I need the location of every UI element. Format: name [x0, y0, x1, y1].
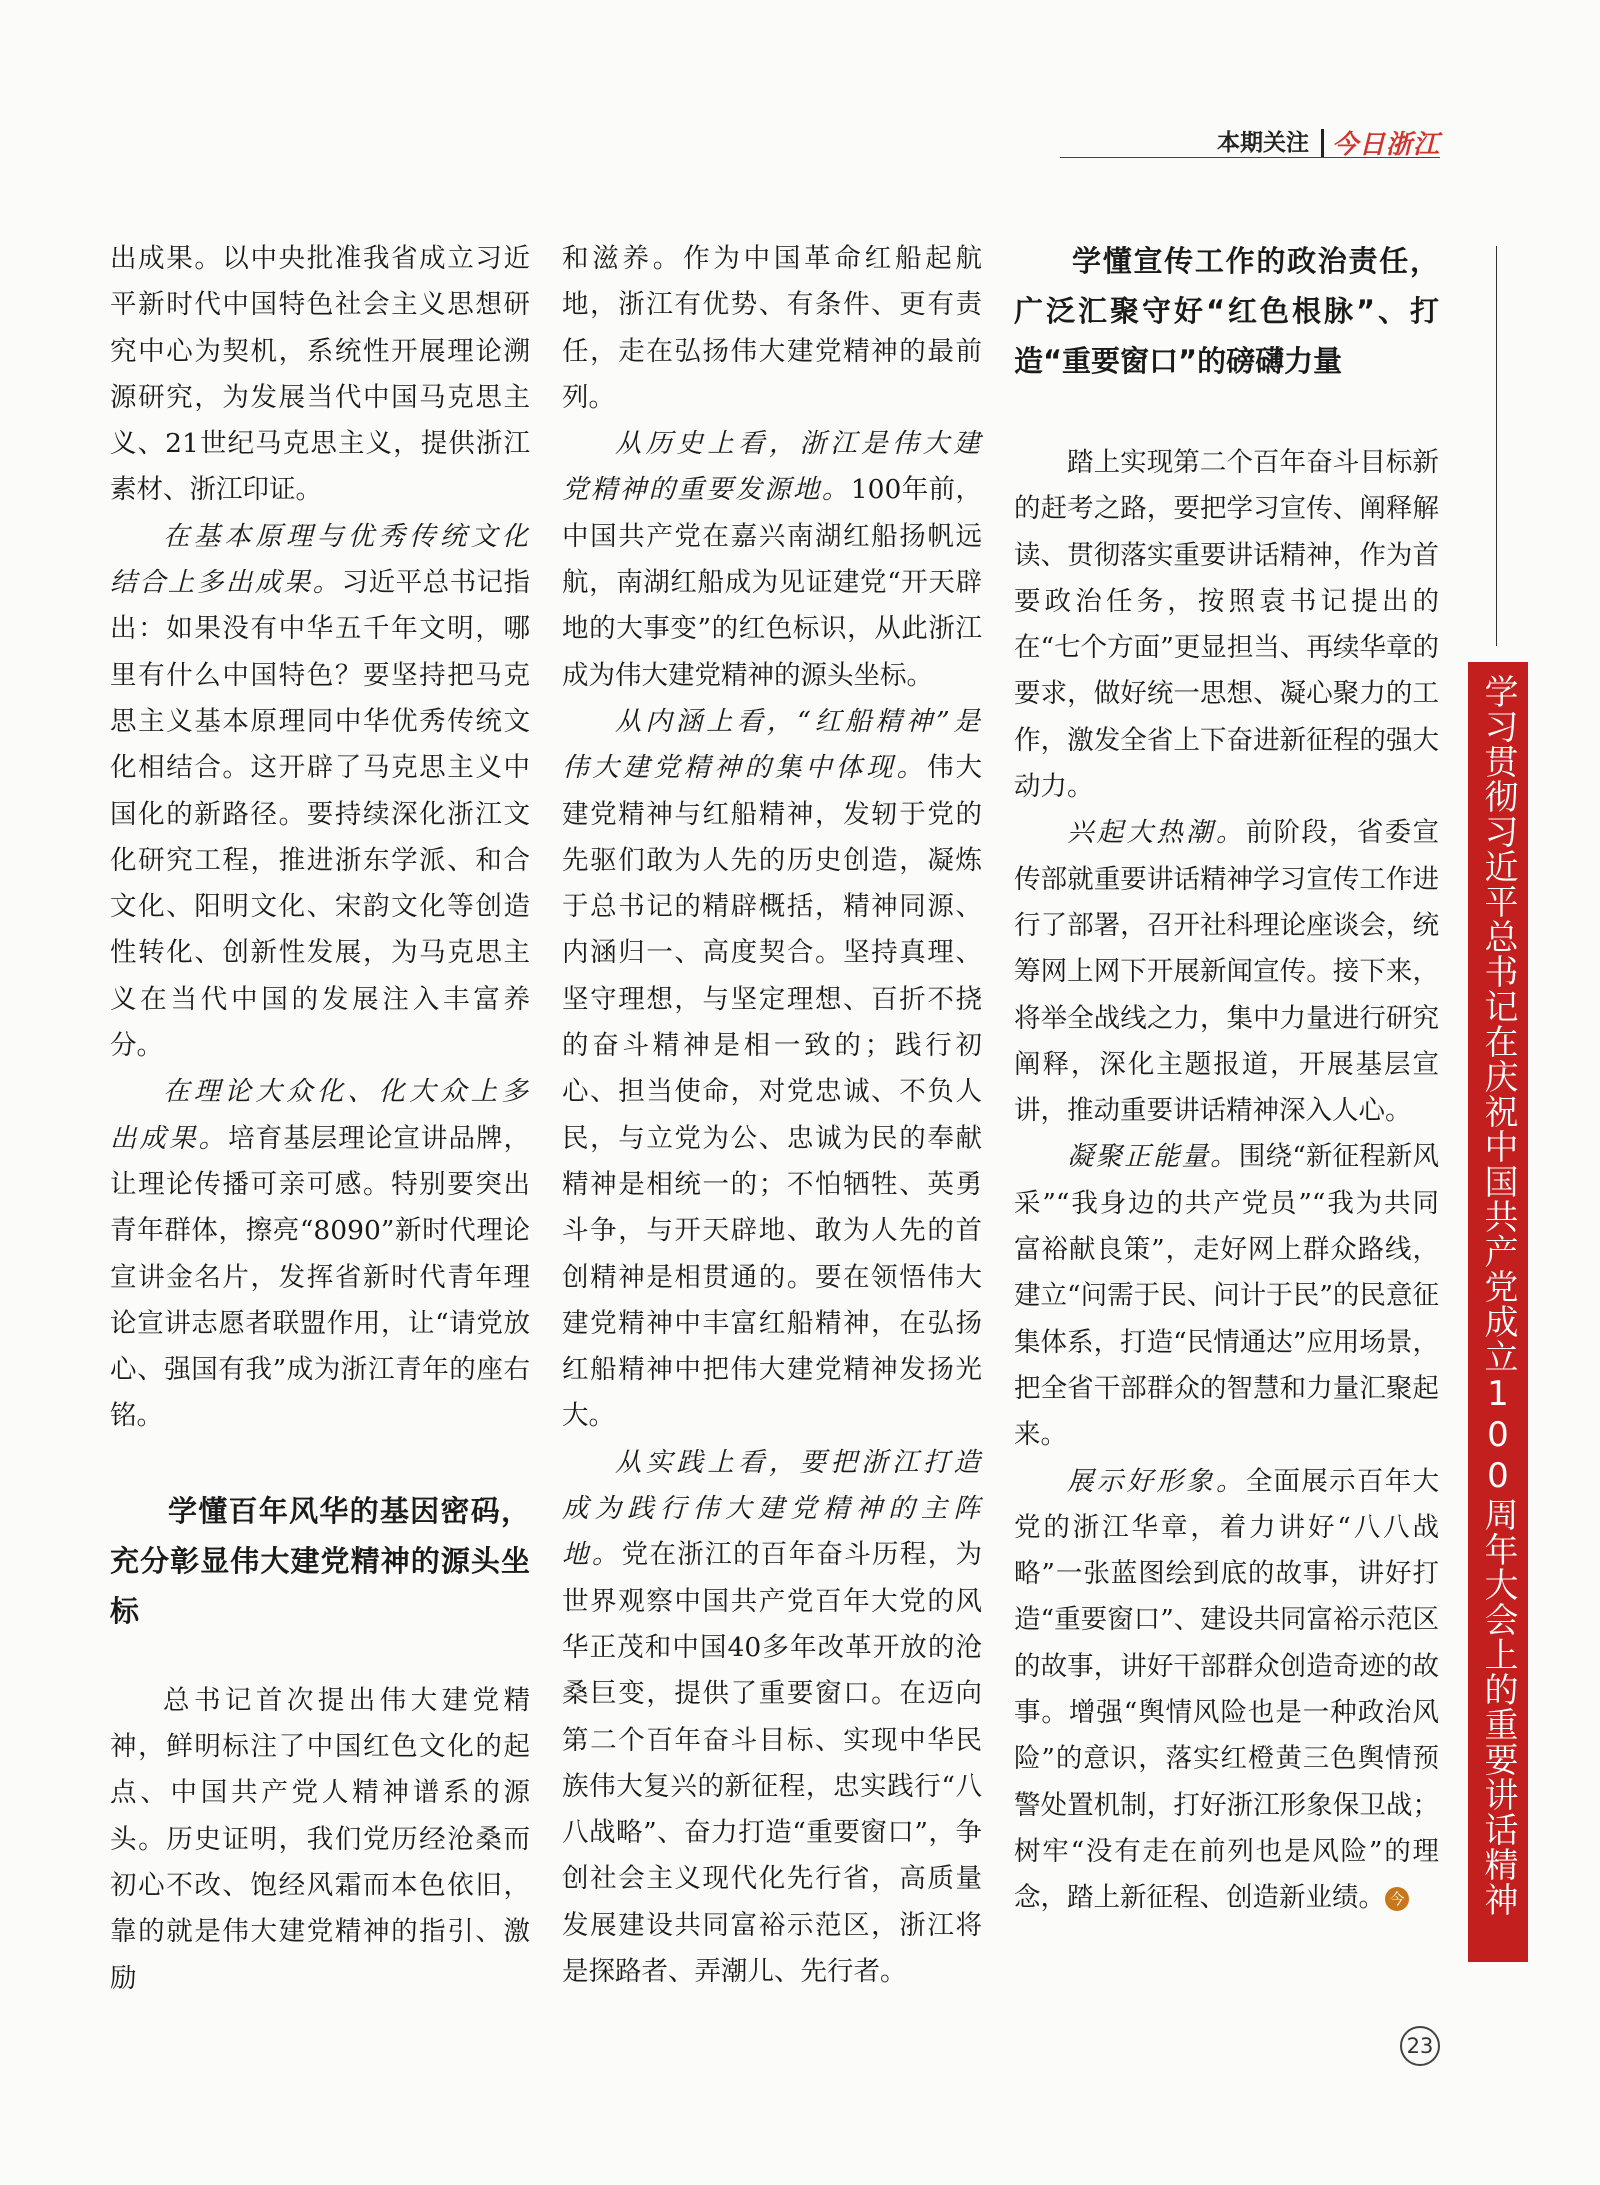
paragraph: [1014, 1459, 1439, 1922]
section-label: 本期关注: [1217, 129, 1324, 157]
paragraph: [110, 1069, 530, 1439]
paragraph-body: 前阶段，省委宣传部就重要讲话精神学习宣传工作进行了部署，召开社科理论座谈会，统筹网上网下开展新闻宣传。接下来，将举全战线之力，集中力量进行研究阐释，深化主题报道，开展基层宣讲，推动重要讲话精神深入人心。: [1014, 817, 1439, 1127]
paragraph-lead: 凝聚正能量。: [1067, 1141, 1239, 1173]
paragraph: 出成果。以中央批准我省成立习近平新时代中国特色社会主义思想研究中心为契机，系统性开展理论溯源研究，为发展当代中国马克思主义、21世纪马克思主义，提供浙江素材、浙江印证。: [110, 243, 530, 506]
section-heading: 学懂百年风华的基因密码，充分彰显伟大建党精神的源头坐标: [110, 1493, 530, 1628]
paragraph: 踏上实现第二个百年奋斗目标新的赶考之路，要把学习宣传、阐释解读、贯彻落实重要讲话精神，作为首要政治任务，按照袁书记提出的在“七个方面”更显担当、再续华章的要求，做好统一思想、凝心聚力的工作，激发全省上下奋进新征程的强大动力。: [1014, 447, 1439, 803]
paragraph-body: 100年前，中国共产党在嘉兴南湖红船扬帆远航，南湖红船成为见证建党“开天辟地的大事变”的红色标识，从此浙江成为伟大建党精神的源头坐标。: [562, 474, 982, 691]
side-rule: [1496, 246, 1497, 646]
paragraph-body: 伟大建党精神与红船精神，发轫于党的先驱们敢为人先的历史创造，凝炼于总书记的精辟概括，精神同源、内涵归一、高度契合。坚持真理、坚守理想，与坚定理想、百折不挠的奋斗精神是相一致的；践行初心、担当使命，对党忠诚、不负人民，与立党为公、忠诚为民的奉献精神是相统一的；不怕牺牲、英勇斗争，与开天辟地、敢为人先的首创精神是相贯通的。要在领悟伟大建党精神中丰富红船精神，在弘扬红船精神中把伟大建党精神发扬光大。: [562, 752, 983, 1432]
paragraph: [110, 514, 530, 1070]
column-1: [110, 236, 530, 2002]
paragraph: [1014, 1134, 1439, 1458]
paragraph: [562, 421, 982, 699]
paragraph: 和滋养。作为中国革命红船起航地，浙江有优势、有条件、更有责任，走在弘扬伟大建党精神的最前列。: [562, 243, 982, 413]
paragraph-body: 党在浙江的百年奋斗历程，为世界观察中国共产党百年大党的风华正茂和中国40多年改革开放的沧桑巨变，提供了重要窗口。在迈向第二个百年奋斗目标、实现中华民族伟大复兴的新征程，忠实践行“八八战略”、奋力打造“重要窗口”，争创社会主义现代化先行省，高质量发展建设共同富裕示范区，浙江将是探路者、弄潮儿、先行者。: [562, 1539, 983, 1987]
paragraph: [1014, 810, 1439, 1134]
paragraph: [562, 1440, 982, 1996]
column-2: [562, 236, 982, 1995]
paragraph-lead: 在理论大众化、化大众上多出成果。: [110, 1076, 530, 1154]
section-heading: 学懂宣传工作的政治责任，广泛汇聚守好“红色根脉”、打造“重要窗口”的磅礴力量: [1014, 244, 1439, 378]
magazine-logo: 今日浙江: [1331, 130, 1440, 160]
paragraph-lead: 展示好形象。: [1067, 1465, 1246, 1497]
paragraph-lead: 兴起大热潮。: [1067, 817, 1246, 849]
paragraph-body: 培育基层理论宣讲品牌，让理论传播可亲可感。特别要突出青年群体，擦亮“8090”新时代理论宣讲金名片，发挥省新时代青年理论宣讲志愿者联盟作用，让“请党放心、强国有我”成为浙江青年的座右铭。: [110, 1122, 531, 1432]
page-number: 23: [1400, 2026, 1440, 2066]
paragraph-lead: 从实践上看，要把浙江打造成为践行伟大建党精神的主阵地。: [562, 1446, 982, 1571]
paragraph: [562, 699, 982, 1440]
page-header: [1217, 124, 1440, 161]
paragraph-body: 全面展示百年大党的浙江华章，着力讲好“八八战略”一张蓝图绘到底的故事，讲好打造“重要窗口”、建设共同富裕示范区的故事，讲好干部群众创造奇迹的故事。增强“舆情风险也是一种政治风险”的意识，落实红橙黄三色舆情预警处置机制，打好浙江形象保卫战；树牢“没有走在前列也是风险”的理念，踏上新征程、创造新业绩。: [1014, 1465, 1439, 1914]
header-rule: [1060, 157, 1440, 158]
column-3: [1014, 440, 1439, 1922]
article-end-icon: 今: [1385, 1887, 1409, 1911]
paragraph-lead: 从历史上看，浙江是伟大建党精神的重要发源地。: [562, 428, 982, 506]
paragraph-lead: 从内涵上看，“红船精神”是伟大建党精神的集中体现。: [562, 705, 982, 784]
paragraph-lead: 在基本原理与优秀传统文化结合上多出成果。: [110, 520, 530, 599]
paragraph: 总书记首次提出伟大建党精神，鲜明标注了中国红色文化的起点、中国共产党人精神谱系的源头。历史证明，我们党历经沧桑而初心不改、饱经风霜而本色依旧，靠的就是伟大建党精神的指引、激励: [110, 1684, 530, 1994]
vertical-banner: [1468, 662, 1528, 1962]
column-3-heading: [1014, 236, 1439, 386]
banner-text: 学习贯彻习近平总书记在庆祝中国共产党成立100周年大会上的重要讲话精神: [1478, 674, 1518, 1917]
paragraph-body: 习近平总书记指出：如果没有中华五千年文明，哪里有什么中国特色？要坚持把马克思主义基本原理同中华优秀传统文化相结合。这开辟了马克思主义中国化的新路径。要持续深化浙江文化研究工程，推进浙东学派、和合文化、阳明文化、宋韵文化等创造性转化、创新性发展，为马克思主义在当代中国的发展注入丰富养分。: [110, 567, 531, 1062]
paragraph-body: 围绕“新征程新风采”“我身边的共产党员”“我为共同富裕献良策”，走好网上群众路线，建立“问需于民、问计于民”的民意征集体系，打造“民情通达”应用场景，把全省干部群众的智慧和力量汇聚起来。: [1014, 1141, 1439, 1451]
